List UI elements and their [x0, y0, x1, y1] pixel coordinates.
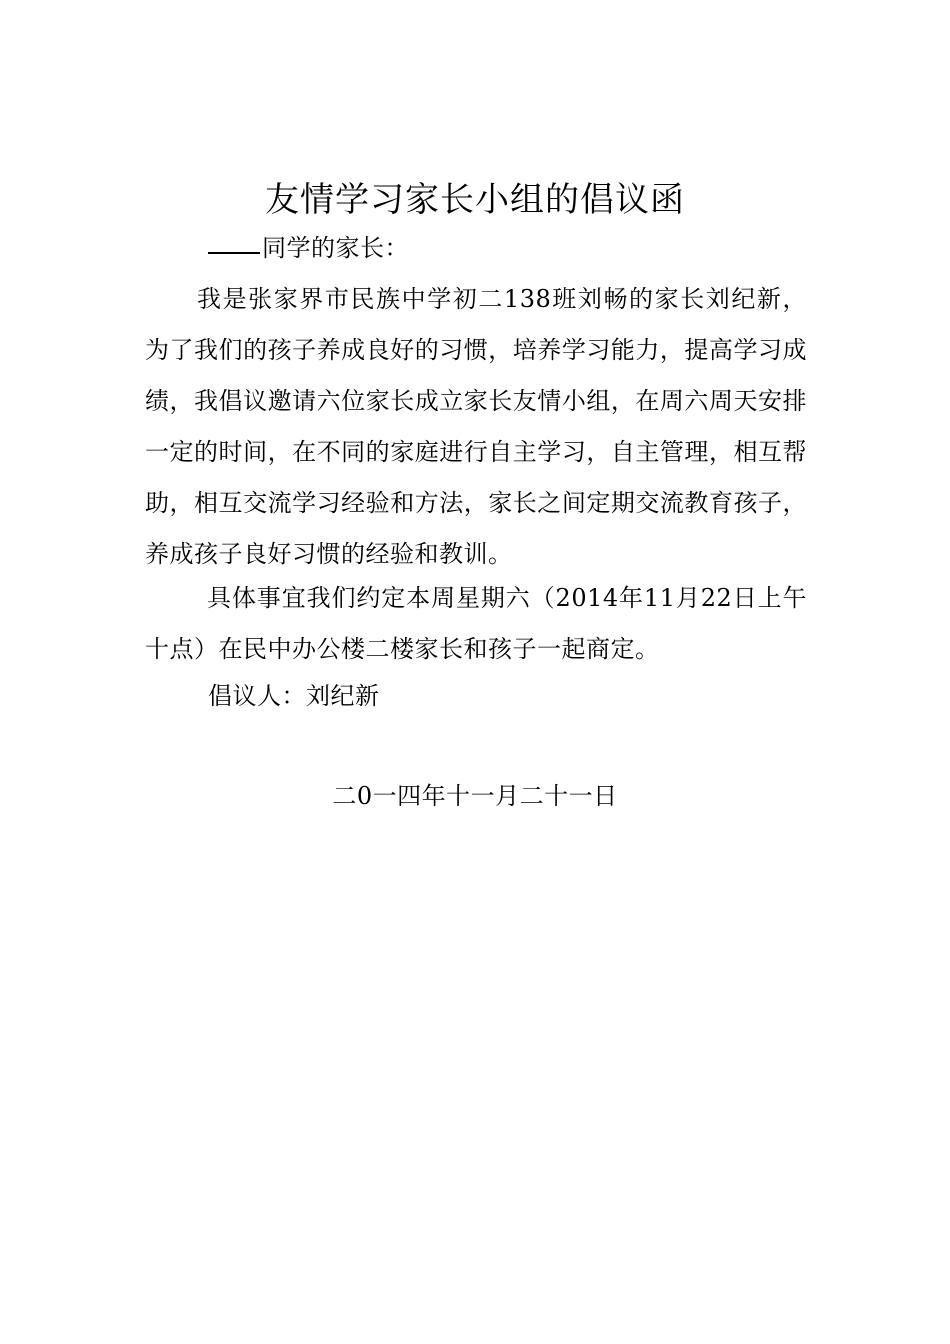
document-date: 二0一四年十一月二十一日: [332, 782, 618, 810]
initiator-signature: 倡议人：刘纪新: [208, 682, 380, 710]
salutation-line: [208, 224, 808, 272]
paragraph-introduction: 我是张家界市民族中学初二138班刘畅的家长刘纪新，为了我们的孩子养成良好的习惯，培养学习能力，提高学习成绩，我倡议邀请六位家长成立家长友情小组，在周六周天安排一定的时间，在不同的家庭进行自主学习，自主管理，相互帮助，相互交流学习经验和方法，家长之间定期交流教育孩子，养成孩子良好习惯的经验和教训。: [145, 285, 807, 568]
salutation-text: 同学的家长：: [262, 234, 409, 262]
fill-in-blank: [208, 224, 260, 254]
document-title: 友情学习家长小组的倡议函: [265, 180, 685, 220]
paragraph-meeting-details: 具体事宜我们约定本周星期六（2014年11月22日上午十点）在民中办公楼二楼家长和孩子一起商定。: [145, 584, 807, 663]
